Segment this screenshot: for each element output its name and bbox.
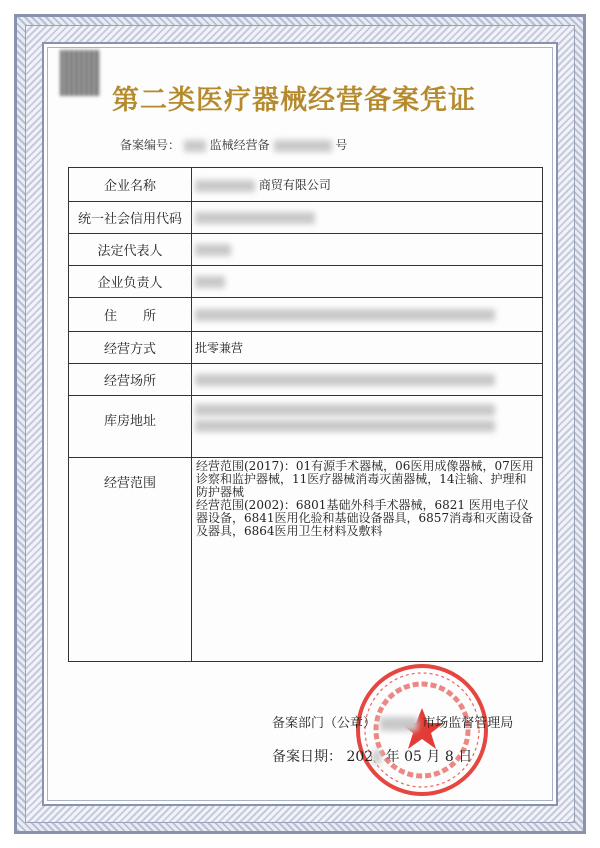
table-row [69,202,543,234]
responsible-person-value [192,266,543,298]
table-row [69,266,543,298]
company-name-value [192,168,543,202]
qr-code [60,50,100,96]
table-row [69,396,543,458]
info-table [68,167,543,662]
redacted-legal-rep [195,244,231,256]
redacted-number [274,140,332,152]
redacted-address [195,309,495,321]
redacted-credit-code [195,212,315,224]
redacted-responsible [195,276,225,288]
date-day: 8 [444,749,454,765]
date-label: 备案日期： [272,749,342,765]
scope-2017: 经营范围(2017)：01有源手术器械，06医用成像器械，07医用诊察和监护器械，11医疗器械消毒灭菌器械，14注输、护理和防护器械 [196,459,534,499]
record-number-middle: 监械经营备 [209,138,270,152]
business-scope-label: 经营范围 [69,458,192,662]
date-day-unit: 日 [458,749,473,765]
warehouse-label: 库房地址 [69,396,192,458]
dept-label: 备案部门（公章） [272,716,377,731]
legal-rep-value [192,234,543,266]
redacted-warehouse [195,404,495,416]
table-row [69,168,543,202]
premises-label: 经营场所 [69,364,192,396]
redacted-region [184,140,206,152]
record-number-label: 备案编号： [120,138,181,152]
filing-department [272,712,513,731]
company-name-label: 企业名称 [69,168,192,202]
date-month: 05 [404,749,422,765]
date-year: 202 [346,749,374,765]
table-row [69,458,543,662]
table-row [69,332,543,364]
filing-date [272,746,472,766]
company-name-text: 商贸有限公司 [258,178,331,192]
redacted-year-digit [373,750,381,764]
credit-code-value [192,202,543,234]
scope-2002: 经营范围(2002)：6801基础外科手术器械，6821 医用电子仪器设备，6841医用化验和基础设备器具，6857消毒和灭菌设备及器具，6864医用卫生材料及敷料 [196,498,534,538]
date-month-unit: 月 [426,749,441,765]
date-year-unit: 年 [385,749,400,765]
redacted-company-name [195,180,255,192]
responsible-person-label: 企业负责人 [69,266,192,298]
table-row [69,364,543,396]
redacted-department [380,717,418,731]
business-scope-value [192,458,543,662]
certificate-title: 第二类医疗器械经营备案凭证 [112,85,476,116]
business-mode-label: 经营方式 [69,332,192,364]
warehouse-value [192,396,543,458]
record-number [120,136,347,153]
address-value [192,298,543,332]
address-label: 住 所 [69,298,192,332]
redacted-warehouse-line2 [195,420,495,432]
premises-value [192,364,543,396]
dept-suffix: 市场监督管理局 [422,716,514,731]
record-number-suffix: 号 [335,138,348,152]
table-row [69,298,543,332]
redacted-premises [195,374,495,386]
credit-code-label: 统一社会信用代码 [69,202,192,234]
business-mode-value: 批零兼营 [192,332,543,364]
legal-rep-label: 法定代表人 [69,234,192,266]
table-row [69,234,543,266]
